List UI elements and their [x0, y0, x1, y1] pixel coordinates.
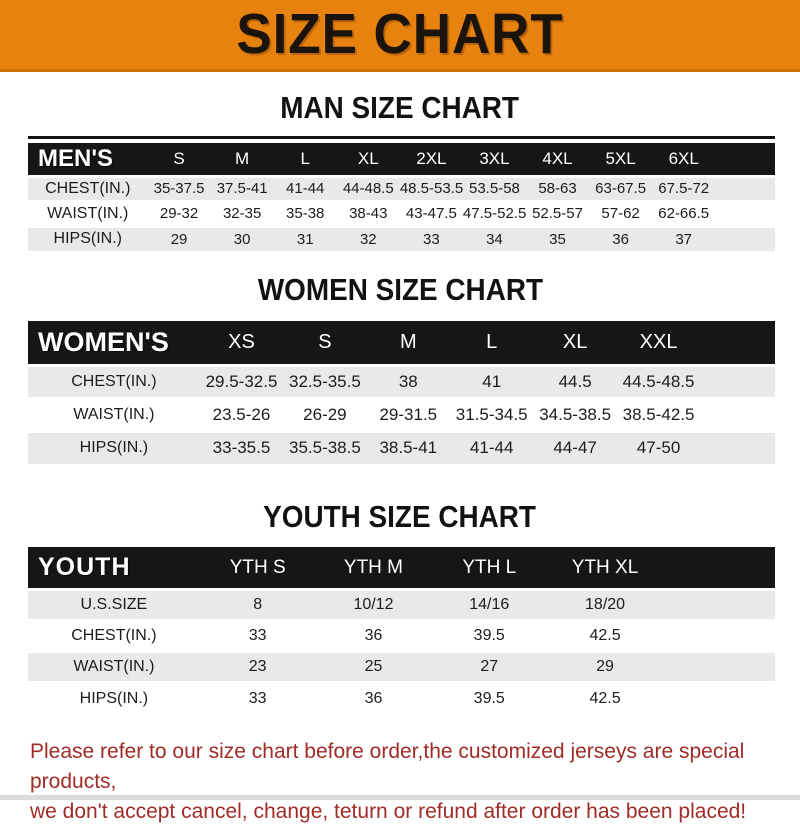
youth-size-table: [28, 547, 775, 713]
table-header-row: [28, 321, 775, 365]
size-value-cell: 44.5-48.5: [617, 365, 700, 398]
size-value-cell: 34.5-38.5: [533, 398, 616, 431]
size-value-cell: 41: [450, 365, 533, 398]
size-column-header: XL: [337, 143, 400, 176]
measurement-label: HIPS(IN.): [28, 226, 148, 251]
women-size-chart-heading-text: WOMEN SIZE CHART: [257, 272, 543, 308]
size-value-cell: 39.5: [431, 682, 547, 713]
size-column-header: 5XL: [589, 143, 652, 176]
size-value-cell: 33: [400, 226, 463, 251]
order-notice: [30, 737, 800, 827]
size-value-cell: 33: [200, 620, 316, 651]
size-column-header: YTH L: [431, 547, 547, 589]
size-value-cell: 62-66.5: [652, 201, 715, 226]
filler-cell: [663, 547, 775, 589]
size-column-header: M: [367, 321, 450, 365]
size-value-cell: 48.5-53.5: [400, 176, 463, 201]
bottom-edge-strip: [0, 795, 800, 800]
size-value-cell: 23: [200, 651, 316, 682]
measurement-label: HIPS(IN.): [28, 431, 200, 464]
size-value-cell: 35: [526, 226, 589, 251]
size-value-cell: 38: [367, 365, 450, 398]
size-column-header: L: [274, 143, 337, 176]
order-notice-line2: we don't accept cancel, change, teturn or refund after order has been placed!: [30, 800, 747, 824]
size-value-cell: 67.5-72: [652, 176, 715, 201]
size-value-cell: 34: [463, 226, 526, 251]
measurement-label: WAIST(IN.): [28, 201, 148, 226]
filler-cell: [700, 431, 775, 464]
filler-cell: [700, 321, 775, 365]
order-notice-line1: Please refer to our size chart before order,the customized jerseys are special products,: [30, 740, 745, 794]
size-column-header: S: [148, 143, 211, 176]
size-value-cell: 44-48.5: [337, 176, 400, 201]
size-value-cell: 32-35: [211, 201, 274, 226]
size-column-header: S: [283, 321, 366, 365]
size-value-cell: 47-50: [617, 431, 700, 464]
size-value-cell: 35.5-38.5: [283, 431, 366, 464]
measurement-row: [28, 365, 775, 398]
size-value-cell: 37.5-41: [211, 176, 274, 201]
size-value-cell: 23.5-26: [200, 398, 283, 431]
size-value-cell: 58-63: [526, 176, 589, 201]
measurement-label: U.S.SIZE: [28, 589, 200, 620]
size-value-cell: 29: [148, 226, 211, 251]
size-value-cell: 53.5-58: [463, 176, 526, 201]
size-value-cell: 52.5-57: [526, 201, 589, 226]
size-column-header: YTH XL: [547, 547, 663, 589]
size-value-cell: 44.5: [533, 365, 616, 398]
size-value-cell: 29-31.5: [367, 398, 450, 431]
table-title-cell: YOUTH: [28, 547, 200, 589]
table-header-row: [28, 143, 775, 176]
size-column-header: XXL: [617, 321, 700, 365]
measurement-label: CHEST(IN.): [28, 620, 200, 651]
table-title-cell: MEN'S: [28, 143, 148, 176]
size-value-cell: 31.5-34.5: [450, 398, 533, 431]
size-value-cell: 38.5-41: [367, 431, 450, 464]
filler-cell: [715, 143, 775, 176]
filler-cell: [715, 201, 775, 226]
size-chart-banner: [0, 0, 800, 72]
measurement-row: [28, 176, 775, 201]
filler-cell: [700, 365, 775, 398]
size-value-cell: 42.5: [547, 620, 663, 651]
size-value-cell: 31: [274, 226, 337, 251]
women-size-chart-heading: [0, 273, 800, 307]
size-value-cell: 14/16: [431, 589, 547, 620]
table-title-cell: WOMEN'S: [28, 321, 200, 365]
size-value-cell: 25: [316, 651, 432, 682]
size-value-cell: 33: [200, 682, 316, 713]
size-value-cell: 38-43: [337, 201, 400, 226]
measurement-row: [28, 431, 775, 464]
size-column-header: YTH S: [200, 547, 316, 589]
size-value-cell: 36: [589, 226, 652, 251]
size-value-cell: 47.5-52.5: [463, 201, 526, 226]
filler-cell: [715, 226, 775, 251]
size-column-header: 3XL: [463, 143, 526, 176]
size-column-header: M: [211, 143, 274, 176]
measurement-label: WAIST(IN.): [28, 651, 200, 682]
size-value-cell: 57-62: [589, 201, 652, 226]
size-value-cell: 36: [316, 682, 432, 713]
youth-size-chart-heading-text: YOUTH SIZE CHART: [263, 499, 537, 535]
size-value-cell: 41-44: [274, 176, 337, 201]
size-value-cell: 26-29: [283, 398, 366, 431]
measurement-row: [28, 226, 775, 251]
women-size-table: [28, 321, 775, 464]
size-column-header: YTH M: [316, 547, 432, 589]
men-size-table: [28, 143, 775, 251]
measurement-row: [28, 201, 775, 226]
measurement-label: WAIST(IN.): [28, 398, 200, 431]
size-value-cell: 39.5: [431, 620, 547, 651]
size-column-header: 2XL: [400, 143, 463, 176]
size-value-cell: 42.5: [547, 682, 663, 713]
filler-cell: [663, 620, 775, 651]
banner-title: SIZE CHART: [236, 2, 564, 66]
size-value-cell: 35-37.5: [148, 176, 211, 201]
measurement-label: CHEST(IN.): [28, 365, 200, 398]
size-value-cell: 8: [200, 589, 316, 620]
filler-cell: [715, 176, 775, 201]
measurement-row: [28, 589, 775, 620]
size-value-cell: 44-47: [533, 431, 616, 464]
size-value-cell: 30: [211, 226, 274, 251]
size-value-cell: 29: [547, 651, 663, 682]
measurement-row: [28, 682, 775, 713]
measurement-row: [28, 620, 775, 651]
size-value-cell: 63-67.5: [589, 176, 652, 201]
filler-cell: [663, 589, 775, 620]
size-column-header: XS: [200, 321, 283, 365]
size-value-cell: 36: [316, 620, 432, 651]
size-value-cell: 43-47.5: [400, 201, 463, 226]
size-column-header: 6XL: [652, 143, 715, 176]
size-value-cell: 10/12: [316, 589, 432, 620]
filler-cell: [700, 398, 775, 431]
measurement-row: [28, 651, 775, 682]
men-table-top-rule: [28, 136, 775, 139]
size-value-cell: 32.5-35.5: [283, 365, 366, 398]
filler-cell: [663, 651, 775, 682]
filler-cell: [663, 682, 775, 713]
size-column-header: L: [450, 321, 533, 365]
size-value-cell: 27: [431, 651, 547, 682]
measurement-label: CHEST(IN.): [28, 176, 148, 201]
youth-size-chart-heading: [0, 500, 800, 534]
size-value-cell: 35-38: [274, 201, 337, 226]
size-value-cell: 32: [337, 226, 400, 251]
size-value-cell: 29.5-32.5: [200, 365, 283, 398]
measurement-row: [28, 398, 775, 431]
size-column-header: 4XL: [526, 143, 589, 176]
size-value-cell: 18/20: [547, 589, 663, 620]
measurement-label: HIPS(IN.): [28, 682, 200, 713]
man-size-chart-heading: [0, 91, 800, 125]
size-column-header: XL: [533, 321, 616, 365]
table-header-row: [28, 547, 775, 589]
man-size-chart-heading-text: MAN SIZE CHART: [280, 90, 520, 125]
size-value-cell: 37: [652, 226, 715, 251]
size-value-cell: 38.5-42.5: [617, 398, 700, 431]
size-value-cell: 41-44: [450, 431, 533, 464]
size-value-cell: 33-35.5: [200, 431, 283, 464]
size-value-cell: 29-32: [148, 201, 211, 226]
